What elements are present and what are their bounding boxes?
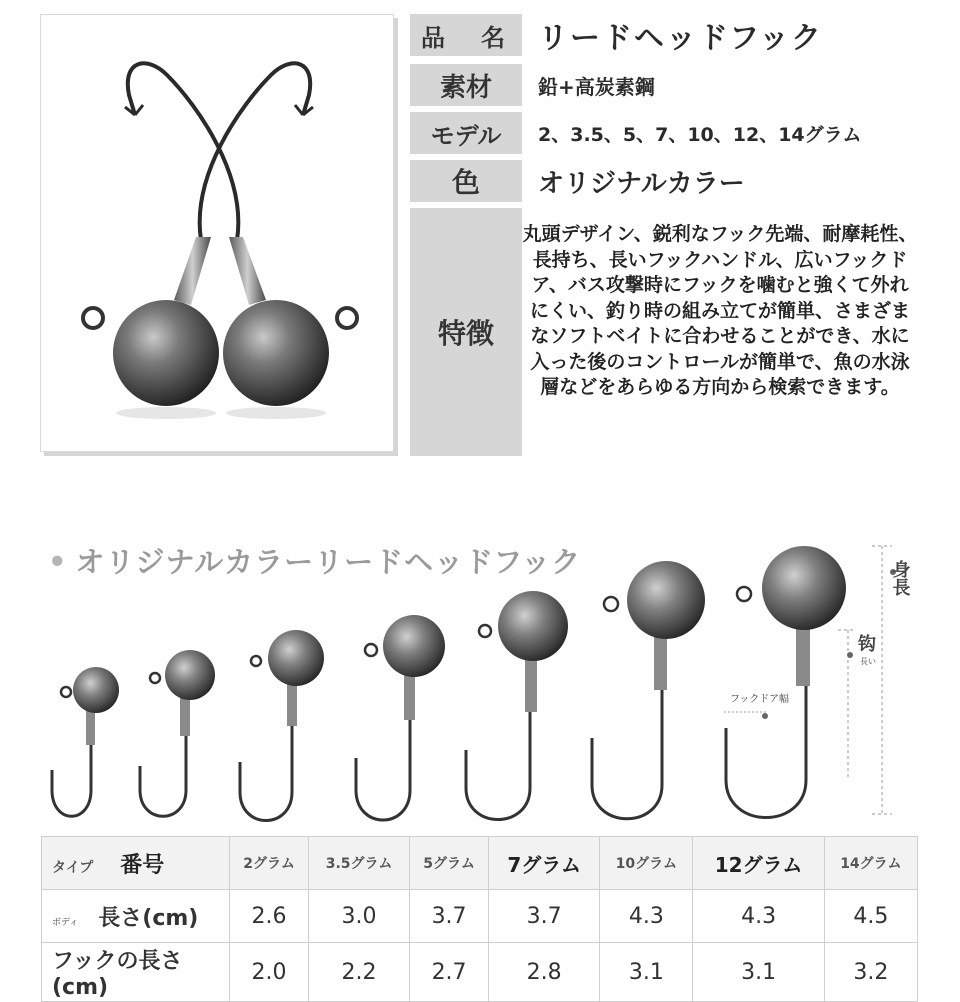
hook-14g <box>726 546 846 818</box>
model-header: 3.5グラム <box>309 837 410 890</box>
header-type: タイプ <box>52 859 94 876</box>
row-label-small: ボディ <box>52 917 79 928</box>
spec-row-model <box>410 112 861 154</box>
spec-row-material <box>410 64 655 106</box>
table-cell: 3.7 <box>489 890 600 943</box>
model-header: 2グラム <box>230 837 309 890</box>
spec-label: 色 <box>410 160 522 202</box>
table-cell: 3.7 <box>410 890 489 943</box>
row-label: フックの長さ(cm) <box>42 943 230 1002</box>
table-cell: 2.2 <box>309 943 410 1002</box>
hook-length-sub-label: 長い <box>860 657 876 666</box>
spec-row-name <box>410 14 823 56</box>
table-cell: 3.1 <box>600 943 693 1002</box>
spec-value: 2、3.5、5、7、10、12、14グラム <box>538 123 862 146</box>
product-photo <box>40 14 394 452</box>
size-table <box>41 836 918 1002</box>
hook-7g <box>356 615 445 820</box>
row-label-text: 長さ(cm) <box>98 905 199 931</box>
table-cell: 3.0 <box>309 890 410 943</box>
jig-heads-image <box>41 15 393 451</box>
spec-label: 特徴 <box>410 208 522 456</box>
table-cell: 4.3 <box>600 890 693 943</box>
model-header: 7グラム <box>489 837 600 890</box>
model-header: 12グラム <box>693 837 824 890</box>
table-row <box>42 943 918 1002</box>
spec-label: モデル <box>410 112 522 154</box>
table-cell: 2.7 <box>410 943 489 1002</box>
table-cell: 4.3 <box>693 890 824 943</box>
model-header: 14グラム <box>824 837 917 890</box>
section-title-text: オリジナルカラーリードヘッドフック <box>75 545 582 579</box>
body-length-label: 身長 <box>889 560 911 596</box>
model-header: 5グラム <box>410 837 489 890</box>
table-cell: 2.8 <box>489 943 600 1002</box>
hook-length-label: 钩 <box>858 634 876 655</box>
table-row <box>42 890 918 943</box>
table-cell: 3.2 <box>824 943 917 1002</box>
spec-label: 品 名 <box>410 14 522 56</box>
table-cell: 4.5 <box>824 890 917 943</box>
hook-3-5g <box>140 650 215 816</box>
spec-value: オリジナルカラー <box>538 168 745 199</box>
hook-2g <box>52 667 119 816</box>
table-cell: 2.0 <box>230 943 309 1002</box>
hook-5g <box>240 630 324 821</box>
hook-gap-label: フックドア幅 <box>730 694 789 705</box>
spec-value: リードヘッドフック <box>538 21 823 56</box>
table-header-row <box>42 837 918 890</box>
hook-size-lineup <box>0 530 960 830</box>
spec-label: 素材 <box>410 64 522 106</box>
spec-row-color <box>410 160 745 202</box>
table-header-cell <box>42 837 230 890</box>
model-header: 10グラム <box>600 837 693 890</box>
bullet-icon: • <box>48 545 68 579</box>
table-cell: 2.6 <box>230 890 309 943</box>
spec-row-features <box>410 208 922 456</box>
features-text: 丸頭デザイン、鋭利なフック先端、耐摩耗性、長持ち、長いフックハンドル、広いフックドア、バス攻撃時にフックを噛むと強くて外れにくい、釣り時の組み立てが簡単、さまざまなソフトベイトに合わせることができ、水に入った後のコントロールが簡単で、魚の水泳層などをあらゆる方向から検索できます。 <box>522 223 918 398</box>
header-number: 番号 <box>120 852 165 878</box>
hook-10g <box>466 591 568 820</box>
spec-value: 鉛+高炭素鋼 <box>538 74 655 99</box>
row-label <box>42 890 230 943</box>
table-cell: 3.1 <box>693 943 824 1002</box>
hook-12g <box>592 561 705 819</box>
